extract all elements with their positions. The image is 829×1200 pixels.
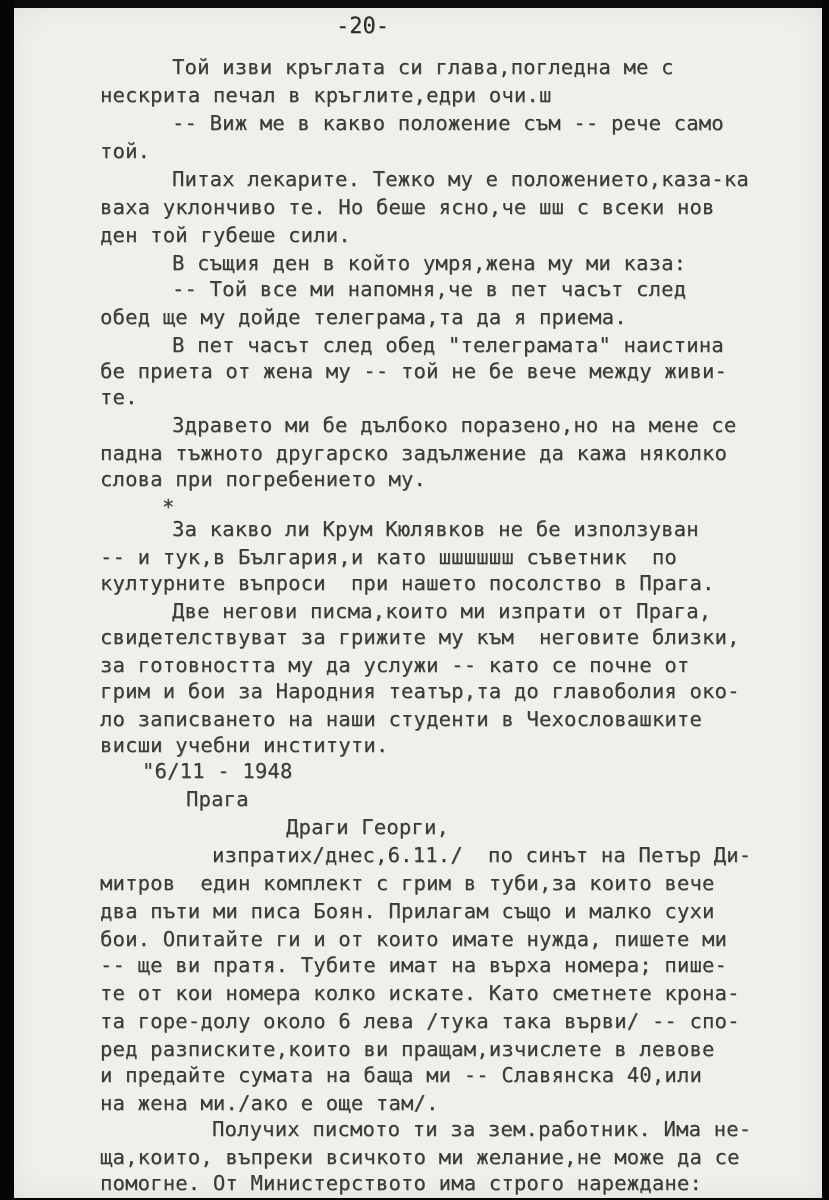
text-line: ваха уклончиво те. Но беше ясно,че шш с всеки нов <box>100 195 715 219</box>
text-line: слова при погребението му. <box>100 467 427 491</box>
text-line: В същия ден в който умря,жена му ми каза: <box>172 251 687 275</box>
text-line: те. <box>100 385 138 409</box>
text-line: Той изви кръглата си глава,погледна ме с <box>172 55 674 79</box>
text-line: -- Виж ме в какво положение съм -- рече само <box>172 111 724 135</box>
text-line: ща,които, въпреки всичкото ми желание,не може да се <box>100 1145 740 1169</box>
text-line: ден той губеше сили. <box>100 223 351 247</box>
text-line: висши учебни институти. <box>100 733 389 757</box>
text-line: за готовността му да услужи -- като се почне от <box>100 653 690 677</box>
text-line: бои. Опитайте ги и от които имате нужда, пишете ми <box>100 927 728 951</box>
text-line: Питах лекарите. Тежко му е положението,каза-ка <box>172 167 749 191</box>
text-line: на жена ми./ако е още там/. <box>100 1091 439 1115</box>
text-line: Здравето ми бе дълбоко поразено,но на мене се <box>172 413 737 437</box>
text-line: * <box>162 495 175 519</box>
text-line: изпратих/днес,6.11./ по синът на Петър Ди- <box>212 843 752 867</box>
text-line: те от кои номера колко искате. Като сметнете крона- <box>100 981 740 1005</box>
text-line: -- ще ви пратя. Тубите имат на върха номера; пише- <box>100 953 728 977</box>
text-line: "6/11 - 1948 <box>142 759 293 783</box>
text-line: Получих писмото ти за зем.работник. Има не- <box>212 1117 752 1141</box>
text-line: и предайте сумата на баща ми -- Славянска 40,или <box>100 1063 703 1087</box>
text-line: нескрита печал в кръглите,едри очи.ш <box>100 83 552 107</box>
text-line: бе приета от жена му -- той не бе вече между живи- <box>100 359 728 383</box>
text-line: два пъти ми писа Боян. Прилагам също и малко сухи <box>100 899 715 923</box>
text-line: помогне. От Министерството има строго нареждане: <box>100 1171 703 1195</box>
text-line: падна тъжното другарско задължение да кажа няколко <box>100 441 728 465</box>
typewritten-page <box>14 8 822 1198</box>
text-line: обед ще му дойде телеграма,та да я приема. <box>100 305 627 329</box>
text-line: За какво ли Крум Кюлявков не бе използуван <box>172 517 699 541</box>
text-line: -- Той все ми напомня,че в пет часът след <box>172 277 687 301</box>
text-line: грим и бои за Народния театър,та до главоболия око- <box>100 679 740 703</box>
text-line: свидетелствуват за грижите му към неговите близки, <box>100 625 740 649</box>
text-line: В пет часът след обед "телеграмата" наистина <box>172 333 724 357</box>
text-line: културните въпроси при нашето посолство в Прага. <box>100 571 715 595</box>
text-line: митров един комплект с грим в туби,за които вече <box>100 871 715 895</box>
page-number: -20- <box>336 14 389 39</box>
text-line: Прага <box>186 787 249 811</box>
text-line: ред разписките,които ви пращам,изчислете в левове <box>100 1037 715 1061</box>
text-line: -- и тук,в България,и като шшшшшш съветник по <box>100 545 677 569</box>
text-line: Драги Георги, <box>286 815 450 839</box>
text-line: той. <box>100 139 151 163</box>
text-line: ло записването на наши студенти в Чехословашките <box>100 707 703 731</box>
text-line: Две негови писма,които ми изпрати от Прага, <box>172 599 712 623</box>
text-line: та горе-долу около 6 лева /тука така върви/ -- спо- <box>100 1009 740 1033</box>
